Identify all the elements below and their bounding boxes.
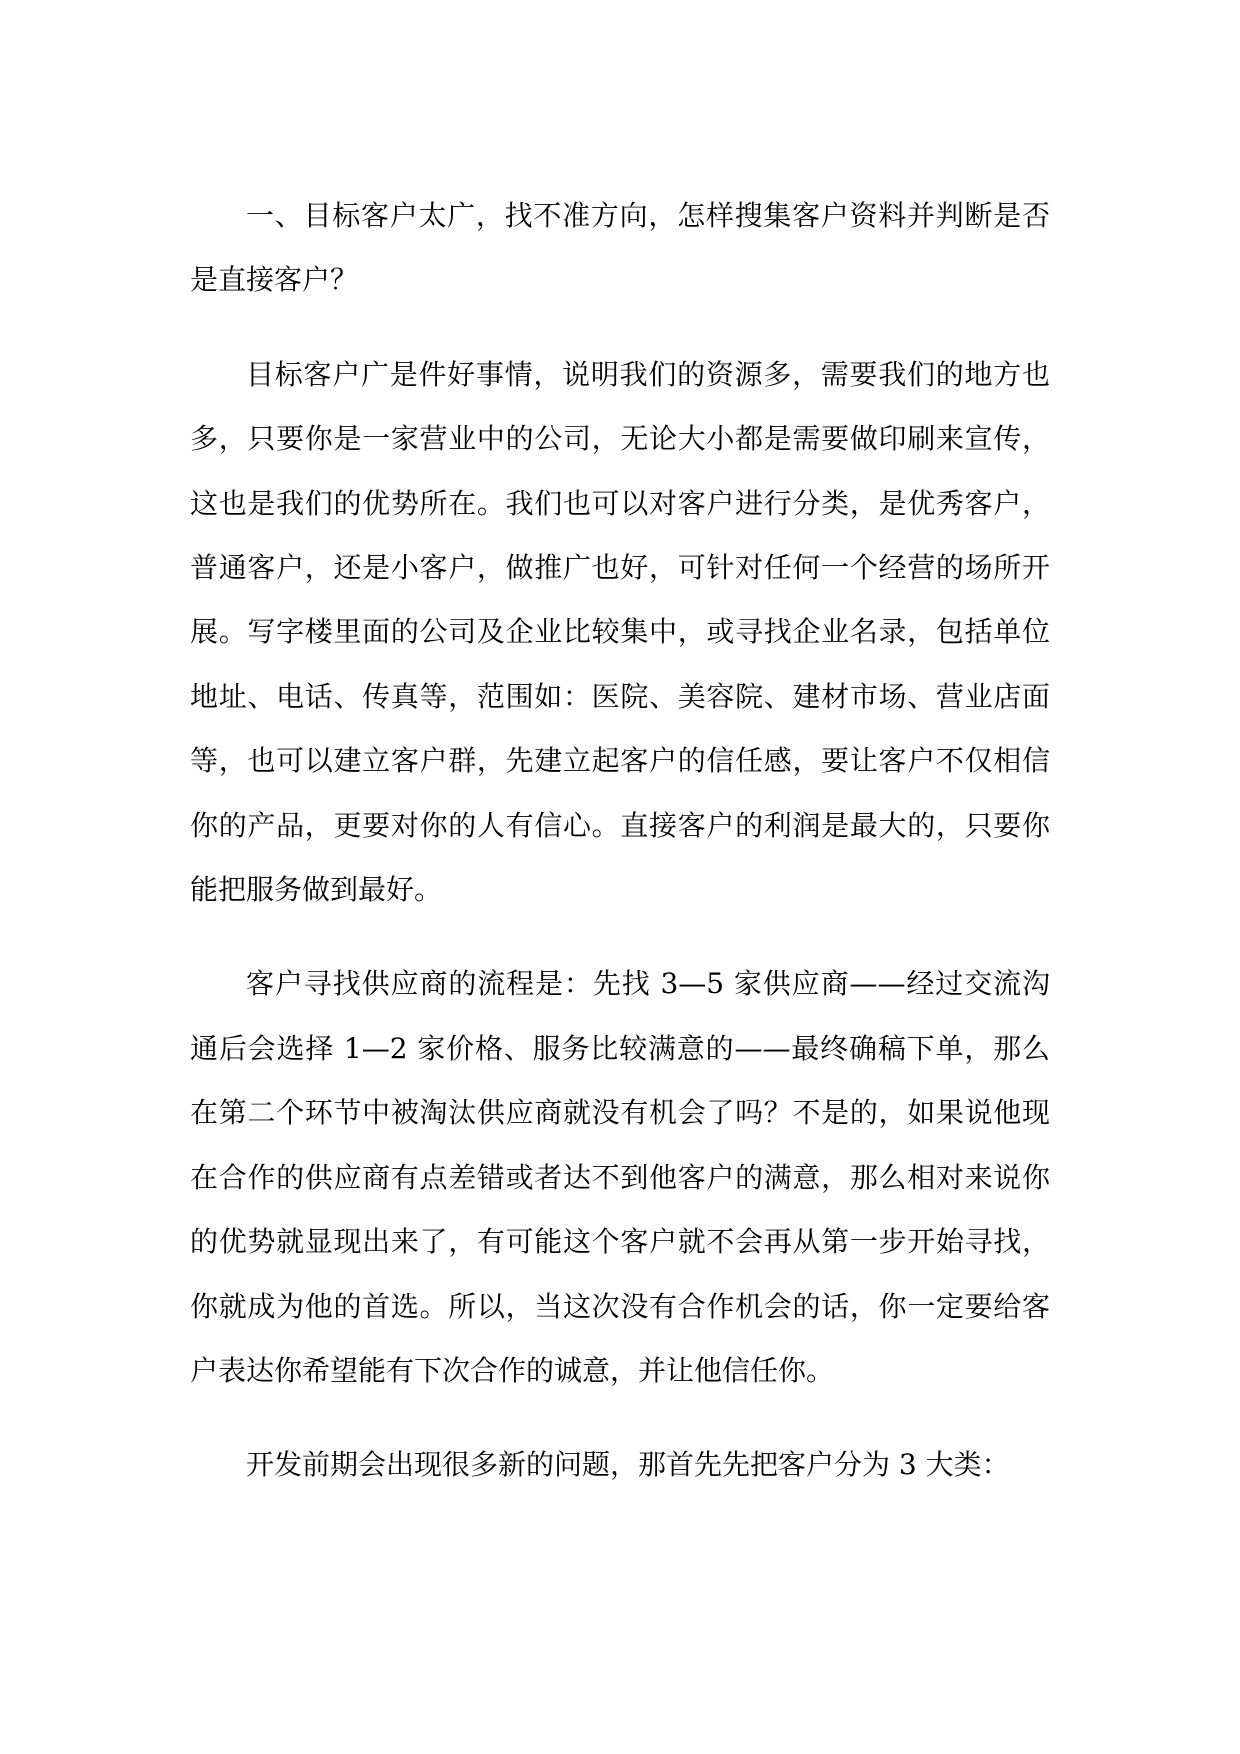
paragraph-supplier-process: 客户寻找供应商的流程是：先找 3—5 家供应商——经过交流沟通后会选择 1—2 家价格、服务比较满意的——最终确稿下单，那么在第二个环节中被淘汰供应商就没有机会了吗？不是的，如果说他现在合作的供应商有点差错或者达不到他客户的满意，那么相对来说你的优势就显现出来了，有可能这个客户就不会再从第一步开始寻找，你就成为他的首选。所以，当这次没有合作机会的话，你一定要给客户表达你希望能有下次合作的诚意，并让他信任你。 [190, 967, 1050, 1387]
document-body [190, 184, 1050, 1498]
paragraph-heading: 一、目标客户太广，找不准方向，怎样搜集客户资料并判断是否是直接客户？ [190, 199, 1050, 297]
paragraph-target-customers: 目标客户广是件好事情，说明我们的资源多，需要我们的地方也多，只要你是一家营业中的公司，无论大小都是需要做印刷来宣传，这也是我们的优势所在。我们也可以对客户进行分类，是优秀客户，普通客户，还是小客户，做推广也好，可针对任何一个经营的场所开展。写字楼里面的公司及企业比较集中，或寻找企业名录，包括单位地址、电话、传真等，范围如：医院、美容院、建材市场、营业店面等，也可以建立客户群，先建立起客户的信任感，要让客户不仅相信你的产品，更要对你的人有信心。直接客户的利润是最大的，只要你能把服务做到最好。 [190, 357, 1050, 907]
paragraph-customer-categories: 开发前期会出现很多新的问题，那首先先把客户分为 3 大类： [246, 1448, 1010, 1482]
